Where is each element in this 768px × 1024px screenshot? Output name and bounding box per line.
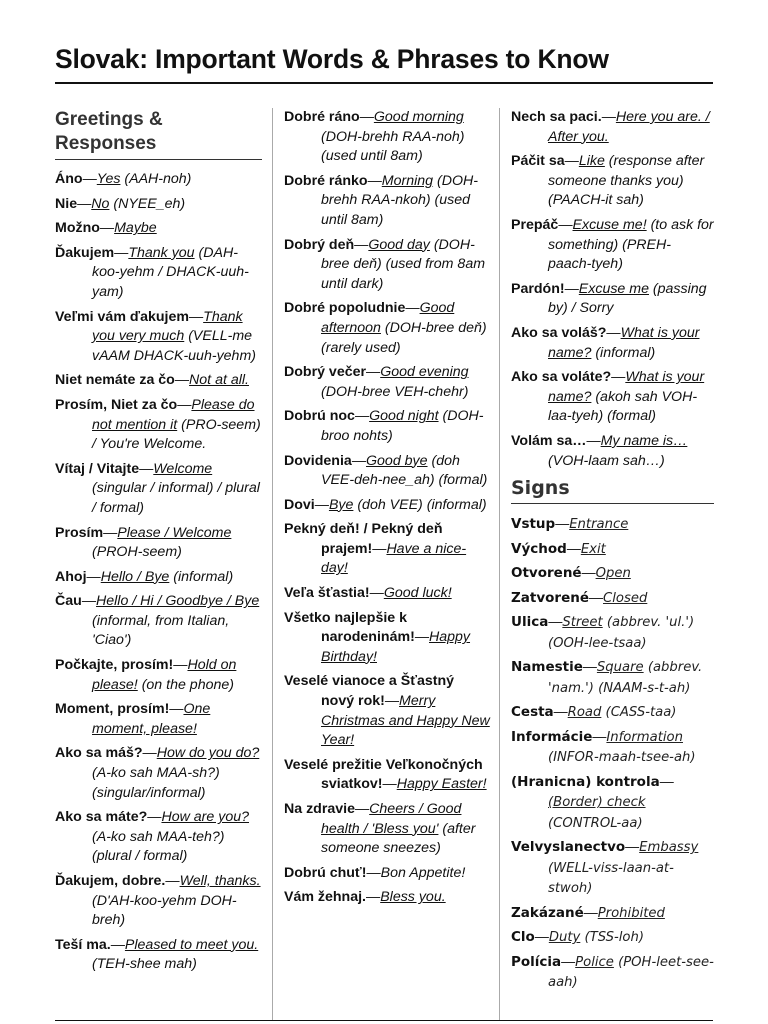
phrase-entry (284, 609, 490, 668)
english-translation: What is your name? (548, 369, 705, 405)
column-divider (499, 108, 500, 1020)
phrase-entry (55, 592, 262, 651)
column-phrases-and-signs (511, 108, 714, 997)
slovak-term: Prepáč (511, 216, 559, 233)
em-dash: — (555, 515, 570, 532)
english-translation: How are you? (161, 809, 249, 826)
phrase-entry (284, 520, 490, 579)
phrase-entry (55, 700, 262, 739)
pronunciation-note: (abbrev. 'ul.') (OOH-lee-tsaa) (548, 615, 695, 651)
english-translation: Like (578, 153, 605, 170)
slovak-term: Ako sa voláte? (511, 369, 612, 386)
english-translation: Embassy (639, 840, 699, 856)
slovak-term: Vítaj / Vitajte (55, 460, 140, 477)
phrase-entry (511, 657, 714, 698)
english-translation: Yes (96, 171, 121, 187)
english-translation: Street (562, 615, 603, 631)
pronunciation-note: (informal) (169, 568, 234, 585)
pronunciation-note: (on the phone) (137, 676, 234, 693)
em-dash: — (103, 524, 118, 541)
pronunciation-note: (CONTROL-aa) (548, 815, 643, 831)
english-translation: Please / Welcome (117, 524, 232, 541)
english-translation: Excuse me! (572, 216, 647, 233)
slovak-term: Možno (55, 220, 100, 237)
pronunciation-note: (response after someone thanks you) (PAACH-it sah) (548, 153, 705, 209)
entry-list (55, 170, 262, 975)
slovak-term: Východ (511, 540, 567, 557)
pronunciation-note: (PRO-seem) / You're Welcome. (92, 416, 261, 453)
entry-list (511, 108, 714, 471)
slovak-term: Nie (55, 195, 78, 212)
slovak-term: Pekný deň! / Pekný deň prajem! (284, 521, 443, 557)
slovak-term: Ulica (511, 614, 549, 631)
em-dash: — (354, 801, 370, 817)
slovak-term: Zakázané (511, 904, 584, 921)
phrase-entry (55, 936, 262, 975)
slovak-term: Volám sa… (511, 432, 587, 449)
phrase-entry (284, 172, 490, 231)
em-dash: — (384, 693, 400, 710)
english-translation: Police (575, 954, 614, 970)
slovak-term: Dobrý deň (284, 236, 355, 253)
pronunciation-note: (POH-leet-see-aah) (548, 954, 714, 991)
phrase-entry (284, 672, 490, 750)
english-translation: Hello / Hi / Goodbye / Bye (96, 593, 260, 610)
phrase-entry (511, 563, 714, 584)
slovak-term: Dobrú chuť! (284, 864, 367, 881)
phrase-entry (55, 656, 262, 695)
em-dash: — (139, 460, 154, 477)
slovak-term: Namestie (511, 659, 583, 676)
phrase-entry (284, 452, 490, 491)
pronunciation-note: (DOH-bree deň) (used from 8am until dark) (321, 236, 486, 292)
slovak-term: Počkajte, prosím! (55, 657, 174, 674)
em-dash: — (548, 613, 563, 630)
phrase-entry (284, 496, 490, 516)
pronunciation-note: (CASS-taa) (601, 705, 677, 721)
em-dash: — (553, 703, 568, 720)
em-dash: — (586, 432, 601, 449)
english-translation: One moment, please! (92, 701, 211, 737)
english-translation: No (91, 195, 110, 212)
english-translation: Entrance (569, 517, 629, 533)
slovak-term: Dovi (284, 496, 315, 513)
em-dash: — (359, 109, 374, 125)
phrase-entry (55, 244, 262, 303)
english-translation: Information (606, 729, 683, 745)
em-dash: — (561, 952, 576, 969)
english-translation: Have a nice-day! (321, 540, 467, 577)
pronunciation-note: (DOH-bree deň) (rarely used) (321, 319, 487, 356)
phrase-entry (284, 756, 490, 795)
phrase-entry (511, 152, 714, 211)
english-translation: Well, thanks. (179, 873, 261, 889)
slovak-term: Dobrý večer (284, 364, 367, 381)
phrase-entry (55, 808, 262, 867)
em-dash: — (611, 369, 626, 386)
english-translation: Thank you very much (92, 308, 243, 345)
phrase-entry (511, 216, 714, 275)
slovak-term: Ako sa máte? (55, 809, 148, 826)
em-dash: — (188, 308, 204, 325)
phrase-entry (511, 837, 714, 899)
slovak-term: Veľa šťastia! (284, 585, 370, 602)
slovak-term: Velvyslanectvo (511, 839, 626, 856)
em-dash: — (366, 864, 381, 881)
em-dash: — (558, 216, 573, 233)
column-phrases (284, 108, 490, 913)
phrase-entry (511, 927, 714, 948)
slovak-term: Prosím, Niet za čo (55, 396, 178, 413)
slovak-term: Áno (55, 171, 83, 187)
em-dash: — (174, 372, 190, 389)
phrase-entry (55, 195, 262, 215)
phrase-entry (55, 371, 262, 391)
em-dash: — (382, 776, 397, 793)
pronunciation-note: (DAH-koo-yehm / DHACK-uuh-yam) (92, 244, 249, 300)
english-translation: Happy Easter! (396, 776, 487, 793)
em-dash: — (351, 452, 366, 469)
english-translation: Prohibited (597, 905, 665, 921)
pronunciation-note: (doh VEE-deh-nee_ah) (formal) (321, 452, 488, 489)
phrase-entry (284, 236, 490, 295)
slovak-term: Dobré ránko (284, 172, 368, 189)
slovak-term: Čau (55, 593, 82, 610)
pronunciation-note: (PROH-seem) (92, 544, 182, 561)
pronunciation-note: (NYEE_eh) (109, 195, 186, 212)
em-dash: — (534, 928, 549, 945)
em-dash: — (77, 195, 92, 212)
pronunciation-note: (TEH-shee mah) (92, 956, 197, 973)
pronunciation-note: (INFOR-maah-tsee-ah) (548, 750, 696, 766)
phrase-entry (511, 952, 714, 993)
phrase-entry (55, 170, 262, 190)
em-dash: — (606, 324, 621, 341)
pronunciation-note: (informal, from Italian, 'Ciao') (92, 612, 230, 649)
em-dash: — (564, 153, 579, 170)
pronunciation-note: (WELL-viss-laan-at-stwoh) (548, 860, 674, 897)
phrase-entry (511, 588, 714, 609)
english-translation: Hello / Bye (100, 568, 170, 585)
em-dash: — (414, 629, 429, 646)
phrase-entry (511, 324, 714, 363)
english-translation: (Border) check (548, 795, 646, 811)
em-dash: — (165, 873, 180, 889)
slovak-term: Dobré popoludnie (284, 300, 406, 317)
pronunciation-note: (doh VEE) (informal) (353, 496, 487, 513)
slovak-term: Vstup (511, 516, 556, 533)
signs-list (511, 514, 714, 993)
slovak-term: Dobrú noc (284, 408, 355, 425)
pronunciation-note: (abbrev. 'nam.') (NAAM-s-t-ah) (548, 660, 703, 696)
em-dash: — (589, 588, 604, 605)
pronunciation-note: (DOH-broo nohts) (321, 408, 484, 444)
em-dash: — (86, 568, 101, 585)
english-translation: Cheers / Good health / 'Bless you' (321, 801, 462, 837)
slovak-term: Pardón! (511, 280, 565, 297)
em-dash: — (583, 903, 598, 920)
em-dash: — (173, 657, 188, 674)
pronunciation-note: (VELL-me vAAM DHACK-uuh-yehm) (92, 328, 256, 364)
pronunciation-note: Bon Appetite! (380, 864, 466, 881)
english-translation: Please do not mention it (92, 396, 255, 433)
english-translation: Morning (381, 172, 434, 189)
em-dash: — (367, 172, 382, 189)
english-translation: Good evening (380, 364, 469, 381)
slovak-term: Teší ma. (55, 936, 111, 953)
phrase-entry (55, 308, 262, 367)
pronunciation-note: (DOH-brehh RAA-noh) (used until 8am) (321, 128, 465, 165)
pronunciation-note: (TSS-loh) (580, 930, 644, 946)
slovak-term: (Hranicna) kontrola (511, 773, 660, 790)
em-dash: — (405, 300, 420, 317)
english-translation: Exit (580, 541, 606, 557)
phrase-entry (511, 702, 714, 723)
english-translation: Here you are. / After you. (548, 109, 710, 145)
phrase-entry (511, 514, 714, 535)
phrase-entry (511, 903, 714, 924)
pronunciation-note: (singular / informal) / plural / formal) (92, 480, 260, 516)
slovak-term: Ako sa máš? (55, 745, 143, 762)
em-dash: — (366, 364, 381, 381)
english-translation: Open (595, 566, 631, 582)
section-heading-greetings: Greetings & Responses (55, 108, 262, 160)
slovak-term: Veselé vianoce a Šťastný nový rok! (284, 673, 455, 710)
pronunciation-note: (akoh sah VOH-laa-tyeh) (formal) (548, 388, 698, 425)
english-translation: Bye (328, 496, 354, 513)
phrase-entry (284, 108, 490, 167)
em-dash: — (625, 838, 640, 855)
pronunciation-note: (A-ko sah MAA-teh?) (plural / formal) (92, 828, 225, 865)
slovak-term: Veselé prežitie Veľkonočných sviatkov! (284, 756, 483, 793)
slovak-term: Clo (511, 929, 535, 946)
slovak-term: Na zdravie (284, 801, 355, 817)
english-translation: Pleased to meet you. (124, 936, 259, 953)
em-dash: — (564, 280, 579, 297)
english-translation: Bless you. (380, 889, 446, 906)
phrase-entry (511, 108, 714, 147)
slovak-term: Veľmi vám ďakujem (55, 308, 189, 325)
slovak-term: Zatvorené (511, 589, 590, 606)
em-dash: — (147, 809, 162, 826)
slovak-term: Ahoj (55, 568, 87, 585)
slovak-term: Dovidenia (284, 452, 352, 469)
phrase-entry (55, 460, 262, 519)
english-translation: Good bye (366, 452, 428, 469)
bottom-rule (55, 1020, 713, 1021)
slovak-term: Informácie (511, 728, 593, 745)
em-dash: — (582, 658, 597, 675)
slovak-term: Polícia (511, 953, 562, 970)
em-dash: — (566, 539, 581, 556)
phrase-entry (511, 612, 714, 653)
english-translation: Good day (368, 236, 430, 253)
em-dash: — (366, 889, 381, 906)
em-dash: — (110, 936, 125, 953)
pronunciation-note: (AAH-noh) (120, 171, 192, 187)
english-translation: My name is… (600, 432, 688, 449)
phrase-entry (511, 727, 714, 768)
english-translation: Road (567, 705, 602, 721)
phrase-entry (55, 568, 262, 588)
em-dash: — (81, 593, 96, 610)
slovak-term: Niet nemáte za čo (55, 372, 175, 389)
pronunciation-note: (DOH-brehh RAA-nkoh) (used until 8am) (321, 172, 478, 228)
em-dash: — (601, 109, 616, 125)
phrase-entry (284, 363, 490, 402)
phrase-entry (284, 407, 490, 446)
english-translation: Happy Birthday! (321, 629, 471, 665)
em-dash: — (177, 396, 192, 413)
slovak-term: Všetko najlepšie k narodeninám! (284, 609, 415, 646)
english-translation: Not at all. (189, 372, 249, 389)
english-translation: Square (596, 660, 644, 676)
english-translation: Good luck! (383, 585, 452, 602)
em-dash: — (592, 727, 607, 744)
em-dash: — (142, 745, 157, 762)
slovak-term: Moment, prosím! (55, 701, 170, 718)
slovak-term: Vám žehnaj. (284, 889, 367, 906)
pronunciation-note: (A-ko sah MAA-sh?) (singular/informal) (92, 765, 220, 801)
phrase-entry (284, 864, 490, 884)
english-translation: Good afternoon (321, 300, 455, 336)
pronunciation-note: (D'AH-koo-yehm DOH-breh) (92, 892, 237, 929)
slovak-term: Otvorené (511, 565, 582, 582)
em-dash: — (82, 171, 97, 187)
english-translation: Merry Christmas and Happy New Year! (321, 693, 490, 749)
slovak-term: Ďakujem, dobre. (55, 873, 166, 889)
phrase-entry (511, 772, 714, 834)
phrase-entry (55, 744, 262, 803)
phrase-entry (55, 524, 262, 563)
slovak-term: Prosím (55, 524, 104, 541)
phrase-entry (511, 280, 714, 319)
em-dash: — (659, 772, 674, 789)
english-translation: Duty (548, 930, 581, 946)
em-dash: — (114, 244, 129, 261)
pronunciation-note: (passing by) / Sorry (548, 280, 707, 317)
column-greetings (55, 108, 262, 980)
phrase-entry (55, 872, 262, 931)
english-translation: Good morning (373, 109, 464, 125)
em-dash: — (169, 701, 184, 718)
em-dash: — (369, 585, 384, 602)
em-dash: — (354, 236, 369, 253)
entry-list (284, 108, 490, 908)
pronunciation-note: (to ask for something) (PREH-paach-tyeh) (548, 216, 714, 273)
phrase-entry (284, 888, 490, 908)
slovak-term: Ako sa voláš? (511, 324, 607, 341)
english-translation: Good night (369, 408, 439, 425)
em-dash: — (354, 408, 370, 425)
english-translation: Welcome (153, 460, 213, 477)
english-translation: Excuse me (578, 280, 649, 297)
slovak-term: Nech sa paci. (511, 109, 602, 125)
phrase-entry (284, 299, 490, 358)
page-title: Slovak: Important Words & Phrases to Know (55, 44, 609, 74)
phrase-entry (511, 432, 714, 471)
title-rule (55, 82, 713, 84)
pronunciation-note: (informal) (591, 344, 656, 361)
slovak-term: Dobré ráno (284, 109, 360, 125)
em-dash: — (99, 220, 115, 237)
english-translation: What is your name? (548, 324, 700, 361)
slovak-term: Ďakujem (55, 244, 115, 261)
em-dash: — (372, 540, 387, 557)
phrase-entry (55, 396, 262, 455)
pronunciation-note: (DOH-bree VEH-chehr) (321, 383, 469, 400)
english-translation: Closed (603, 590, 648, 606)
pronunciation-note: (VOH-laam sah…) (548, 452, 665, 469)
phrase-entry (511, 368, 714, 427)
slovak-term: Cesta (511, 704, 554, 721)
column-divider (272, 108, 273, 1020)
phrase-entry (511, 539, 714, 560)
english-translation: Thank you (128, 244, 195, 261)
section-heading-signs: Signs (511, 476, 714, 504)
pronunciation-note: (after someone sneezes) (321, 820, 476, 857)
english-translation: Hold on please! (92, 657, 237, 693)
phrase-entry (55, 219, 262, 239)
phrase-entry (284, 584, 490, 604)
em-dash: — (581, 564, 596, 581)
english-translation: Maybe (114, 220, 157, 237)
phrase-entry (284, 800, 490, 859)
em-dash: — (314, 496, 329, 513)
english-translation: How do you do? (156, 745, 260, 762)
slovak-term: Páčit sa (511, 153, 565, 170)
